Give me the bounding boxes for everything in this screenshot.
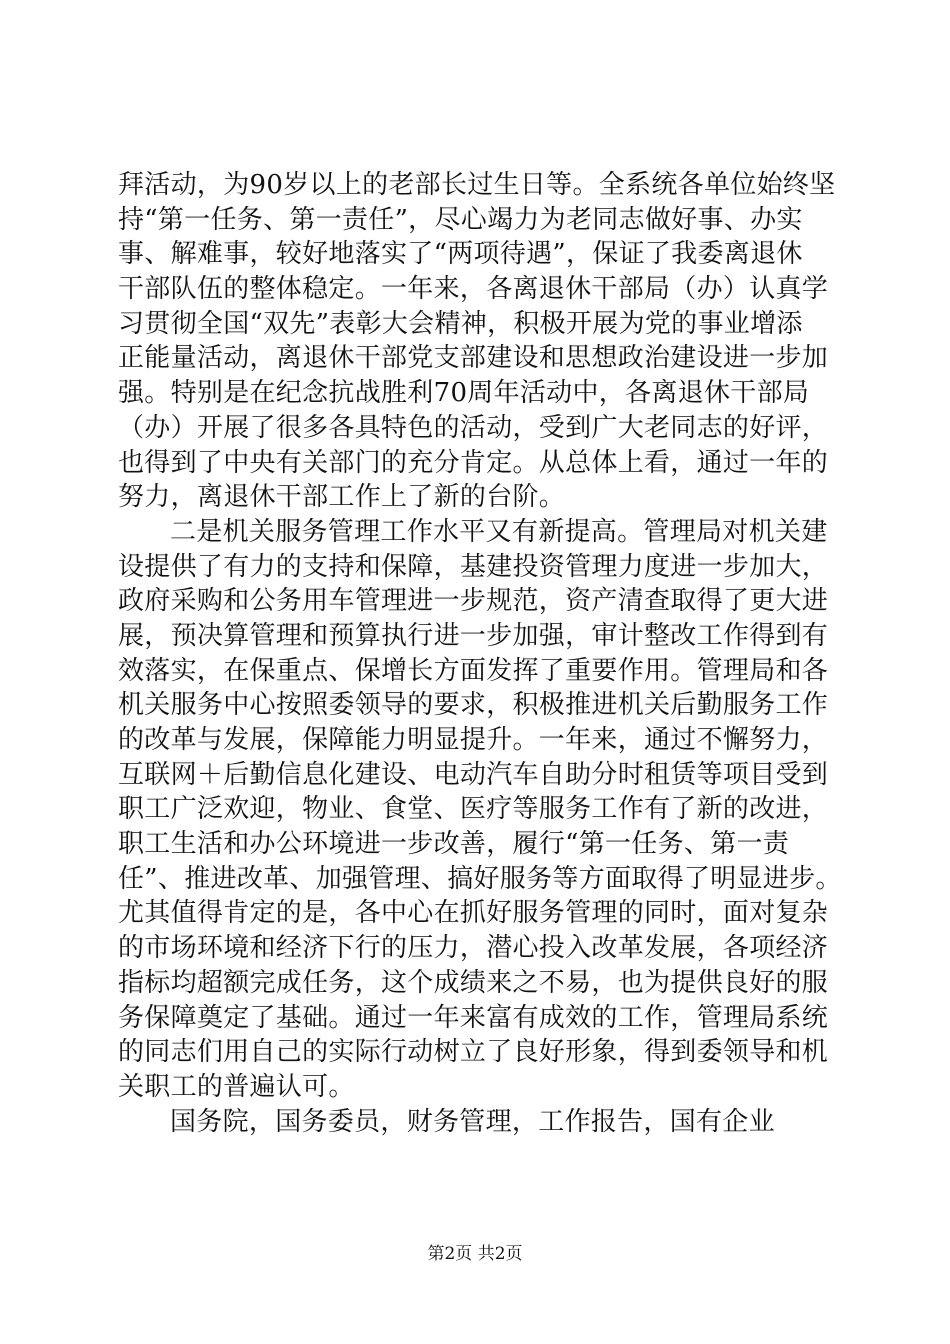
text-line: 也得到了中央有关部门的充分肯定。从总体上看，通过一年的 xyxy=(118,447,829,478)
text-line: 务保障奠定了基础。通过一年来富有成效的工作，管理局系统 xyxy=(118,1002,829,1033)
text-line: 的市场环境和经济下行的压力，潜心投入改革发展，各项经济 xyxy=(118,933,829,964)
text-line: （办）开展了很多各具特色的活动，受到广大老同志的好评， xyxy=(118,412,829,443)
text-line: 职工生活和办公环境进一步改善，履行“第一任务、第一责 xyxy=(118,829,790,860)
text-line: 努力，离退休干部工作上了新的台阶。 xyxy=(118,482,566,513)
text-line: 机关服务中心按照委领导的要求，积极推进机关后勤服务工作 xyxy=(118,690,829,721)
text-line: 互联网＋后勤信息化建设、电动汽车自助分时租赁等项目受到 xyxy=(118,759,829,790)
text-line: 强。特别是在纪念抗战胜利70周年活动中，各离退休干部局 xyxy=(118,378,810,409)
paragraph-service-management xyxy=(118,515,858,1105)
text-line: 持“第一任务、第一责任”，尽心竭力为老同志做好事、办实 xyxy=(118,204,803,235)
text-line: 拜活动，为90岁以上的老部长过生日等。全系统各单位始终坚 xyxy=(118,170,836,200)
text-line: 指标均超额完成任务，这个成绩来之不易，也为提供良好的服 xyxy=(118,967,829,998)
text-line: 设提供了有力的支持和保障，基建投资管理力度进一步加大， xyxy=(118,551,829,582)
document-body xyxy=(118,168,858,1139)
text-line: 习贯彻全国“双先”表彰大会精神，积极开展为党的事业增添 xyxy=(118,308,803,339)
text-line: 正能量活动，离退休干部党支部建设和思想政治建设进一步加 xyxy=(118,343,829,374)
text-line: 效落实，在保重点、保增长方面发挥了重要作用。管理局和各 xyxy=(118,655,829,686)
page-number: 第2页 共2页 xyxy=(427,1244,523,1264)
text-line: 政府采购和公务用车管理进一步规范，资产清查取得了更大进 xyxy=(118,586,829,617)
keywords-line: 国务院，国务委员，财务管理，工作报告，国有企业 xyxy=(170,1106,775,1137)
text-line: 事、解难事，较好地落实了“两项待遇”，保证了我委离退休 xyxy=(118,239,803,270)
page-footer xyxy=(0,1242,950,1266)
text-line: 尤其值得肯定的是，各中心在抓好服务管理的同时，面对复杂 xyxy=(118,898,829,929)
text-line: 干部队伍的整体稳定。一年来，各离退休干部局（办）认真学 xyxy=(118,274,829,305)
text-line: 的改革与发展，保障能力明显提升。一年来，通过不懈努力， xyxy=(118,725,829,755)
text-line: 二是机关服务管理工作水平又有新提高。管理局对机关建 xyxy=(170,516,828,547)
text-line: 展，预决算管理和预算执行进一步加强，审计整改工作得到有 xyxy=(118,620,829,651)
text-line: 的同志们用自己的实际行动树立了良好形象，得到委领导和机 xyxy=(118,1037,829,1068)
text-line: 职工广泛欢迎，物业、食堂、医疗等服务工作有了新的改进， xyxy=(118,794,829,825)
text-line: 关职工的普遍认可。 xyxy=(118,1071,355,1102)
text-line: 任”、推进改革、加强管理、搞好服务等方面取得了明显进步。 xyxy=(118,863,842,894)
paragraph-retirees xyxy=(118,168,858,515)
